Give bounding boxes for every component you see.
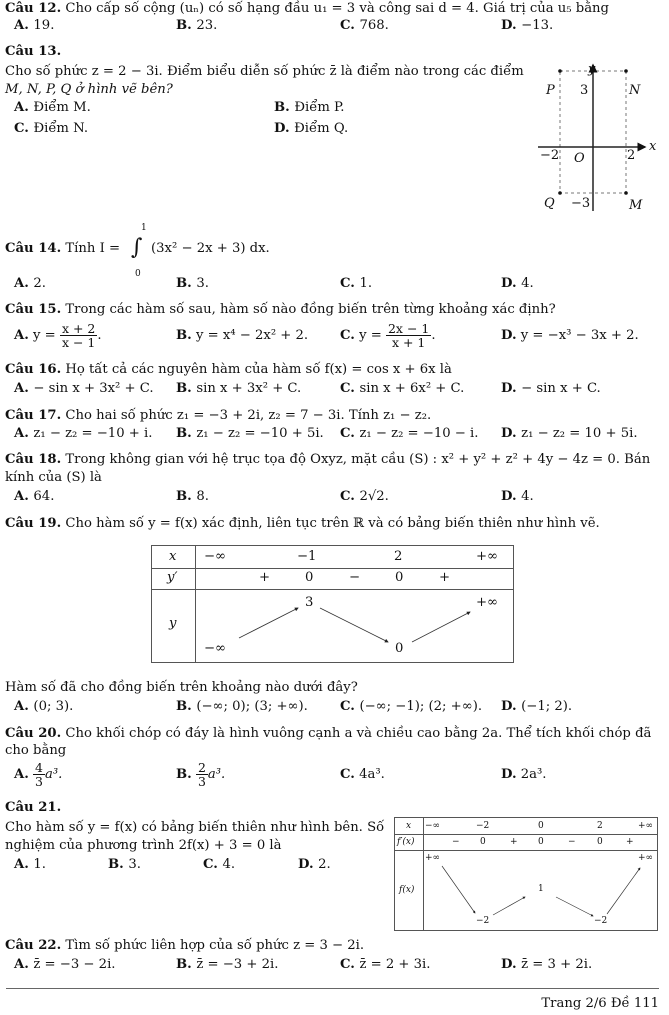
option-d[interactable]: D. −13. [501,18,554,33]
page-footer: Trang 2/6 Đề 111 [541,996,659,1011]
y-value: −∞ [204,641,227,656]
question-label: Câu 16. [5,362,62,377]
y-axis-label: y [588,62,596,77]
question-14 [5,241,120,257]
option-b[interactable]: B. Điểm P. [274,100,345,115]
option-d[interactable]: D. Điểm Q. [274,121,349,136]
question-stem-2: M, N, P, Q ở hình vẽ bên? [5,82,173,97]
option-d[interactable]: D. − sin x + C. [501,381,601,396]
question-stem-2: nghiệm của phương trình 2f(x) + 3 = 0 là [5,838,282,853]
option-b[interactable]: B. z₁ − z₂ = −10 + 5i. [176,426,324,441]
option-d[interactable]: D. 4. [501,489,534,504]
option-b[interactable]: B. 8. [176,489,209,504]
question-18 [5,452,650,468]
question-stem: Cho hai số phức z₁ = −3 + 2i, z₂ = 7 − 3i. Tính z₁ − z₂. [65,408,432,423]
question-stem: Tính I = [65,241,121,256]
option-c[interactable]: C. 2√2. [340,489,389,504]
option-c[interactable]: C. z₁ − z₂ = −10 − i. [340,426,479,441]
option-b[interactable]: B. 3. [176,276,209,291]
option-pre: y = [33,328,56,343]
point-q [558,191,562,195]
option-letter: D. [501,767,517,782]
question-17 [5,408,431,424]
arrow-down [442,866,475,913]
question-stem: Cho cấp số cộng (uₙ) có số hạng đầu u₁ = 3 và công sai d = 4. Giá trị của u₅ bằng [65,1,609,16]
option-c[interactable]: C. (−∞; −1); (2; +∞). [340,699,483,714]
option-letter: D. [501,328,517,343]
option-b[interactable]: B. 3. [108,857,141,872]
option-letter: C. [340,328,355,343]
option-b[interactable] [176,328,308,344]
x-value: 0 [538,821,544,831]
option-a[interactable]: A. 1. [14,857,47,872]
option-a[interactable]: A. z̄ = −3 − 2i. [14,957,116,972]
option-a[interactable]: A. − sin x + 3x² + C. [14,381,154,396]
integrand: (3x² − 2x + 3) dx. [151,241,270,256]
arrow-up [607,868,640,914]
origin-label: O [574,151,585,166]
row-head-x: x [169,549,177,564]
f-value: +∞ [638,853,654,863]
option-b[interactable]: B. sin x + 3x² + C. [176,381,302,396]
question-label: Câu 14. [5,241,62,256]
dy-zero: 0 [395,570,404,585]
y-value: 0 [395,641,404,656]
x-value: +∞ [638,821,654,831]
option-a[interactable]: A. (0; 3). [14,699,74,714]
option-c[interactable]: C. sin x + 6x² + C. [340,381,465,396]
arrow-up [493,897,525,915]
option-text: y = −x³ − 3x + 2. [520,328,639,343]
dy-sign: − [349,570,361,585]
question-stem: Cho hàm số y = f(x) xác định, liên tục trên ℝ và có bảng biến thiên như hình vẽ. [65,516,600,531]
row-head-dy: y′ [167,570,178,585]
question-19 [5,516,600,532]
tick-x-neg: −2 [540,148,560,163]
arrow-down [556,897,593,916]
variation-table-19 [151,545,514,663]
fraction: $\frac{2}{3}$ [197,760,206,789]
label-m: M [629,198,643,213]
option-a[interactable]: A. 19. [14,18,55,33]
option-c[interactable]: C. z̄ = 2 + 3i. [340,957,431,972]
option-d[interactable]: D. (−1; 2). [501,699,573,714]
question-label: Câu 21. [5,800,62,815]
option-d[interactable]: D. 2. [298,857,331,872]
question-stem: Tìm số phức liên hợp của số phức z = 3 − 2i. [65,938,365,953]
arrow-down [320,608,388,642]
option-d[interactable]: D. z̄ = 3 + 2i. [501,957,593,972]
df-zero: 0 [480,837,486,847]
label-n: N [629,83,641,98]
option-b[interactable]: B. 23. [176,18,218,33]
point-n [624,69,628,73]
option-a[interactable]: A. $\frac{4}{3}$ a³. [14,760,63,789]
question-22 [5,938,364,954]
option-letter: A. [14,328,29,343]
row-head-f: f(x) [399,885,415,895]
x-value: −∞ [425,821,441,831]
question-19-ask: Hàm số đã cho đồng biến trên khoảng nào dưới đây? [5,680,358,695]
option-c[interactable]: C. 4. [203,857,236,872]
option-c[interactable]: C. 1. [340,276,373,291]
complex-plane-figure [530,58,669,218]
y-value: +∞ [476,595,499,610]
question-stem: Cho khối chóp có đáy là hình vuông cạnh a và chiều cao bằng 2a. Thể tích khối chóp đã [65,726,652,741]
question-stem: Cho hàm số y = f(x) có bảng biến thiên như hình bên. Số [5,820,385,835]
df-zero: 0 [538,837,544,847]
tick-y-neg: −3 [571,196,591,211]
option-c[interactable]: C. y = $\frac{2x - 1}{x + 1}$ . [340,321,436,350]
arrow-up [239,608,298,638]
df-sign: − [452,837,460,847]
row-head-x: x [406,821,412,831]
option-letter: A. [14,767,29,782]
integral-upper: 1 [141,223,147,233]
option-b[interactable]: B. z̄ = −3 + 2i. [176,957,279,972]
variation-arrows [152,546,513,662]
option-d[interactable]: D. z₁ − z₂ = 10 + 5i. [501,426,638,441]
option-d[interactable] [501,767,547,783]
question-label: Câu 18. [5,452,62,467]
option-c[interactable] [340,767,385,783]
row-head-y: y [169,616,177,631]
option-text: y = x⁴ − 2x² + 2. [195,328,309,343]
footer-divider [6,988,659,989]
question-label: Câu 17. [5,408,62,423]
point-p [558,69,562,73]
x-value: 2 [394,549,403,564]
question-stem: Cho số phức z = 2 − 3i. Điểm biểu diễn số phức z̄ là điểm nào trong các điểm [5,64,524,79]
f-value: −2 [594,916,608,926]
x-value: −1 [297,549,317,564]
fraction: $\frac{2x - 1}{x + 1}$ [387,321,430,350]
option-c[interactable]: C. Điểm N. [14,121,89,136]
f-value: +∞ [425,853,441,863]
option-letter: B. [176,767,192,782]
question-label: Câu 15. [5,302,62,317]
dy-zero: 0 [305,570,314,585]
f-value: −2 [476,916,490,926]
question-stem: Họ tất cả các nguyên hàm của hàm số f(x) = cos x + 6x là [65,362,452,377]
label-p: P [546,83,555,98]
question-label: Câu 20. [5,726,62,741]
option-a[interactable]: A. 2. [14,276,47,291]
question-label: Câu 22. [5,938,62,953]
x-value: −2 [476,821,490,831]
option-letter: B. [176,328,192,343]
integral-lower: 0 [135,269,141,279]
point-m [624,191,628,195]
option-a[interactable]: A. z₁ − z₂ = −10 + i. [14,426,153,441]
variation-table-21 [394,817,658,931]
fraction: $\frac{4}{3}$ [35,760,43,789]
df-zero: 0 [597,837,603,847]
y-value: 3 [305,595,314,610]
option-pre: y = [359,328,382,343]
row-head-df: f′(x) [397,837,415,847]
option-text: 4a³. [359,767,385,782]
variation-arrows [395,818,657,930]
question-label: Câu 13. [5,44,62,59]
question-stem-2: kính của (S) là [5,470,102,485]
x-value: −∞ [204,549,227,564]
label-q: Q [544,196,555,211]
question-20 [5,726,651,742]
dy-sign: + [439,570,451,585]
question-stem-2: cho bằng [5,743,67,758]
arrow-up [412,612,470,642]
question-stem: Trong các hàm số sau, hàm số nào đồng biến trên từng khoảng xác định? [65,302,556,317]
option-b[interactable]: B. (−∞; 0); (3; +∞). [176,699,308,714]
option-a[interactable]: A. 64. [14,489,55,504]
df-sign: + [626,837,634,847]
tick-x-pos: 2 [627,148,636,163]
x-value: +∞ [476,549,499,564]
option-a[interactable]: A. Điểm M. [14,100,91,115]
question-label: Câu 19. [5,516,62,531]
f-value: 1 [538,884,544,894]
option-a[interactable]: A. y = $\frac{x + 2}{x - 1}$ . [14,321,102,350]
x-value: 2 [597,821,603,831]
option-c[interactable]: C. 768. [340,18,389,33]
option-text: 2a³. [520,767,547,782]
df-sign: + [510,837,518,847]
option-letter: C. [340,767,355,782]
fraction: $\frac{x + 2}{x - 1}$ [61,321,96,350]
dy-sign: + [259,570,271,585]
option-d[interactable]: D. 4. [501,276,534,291]
option-b[interactable]: B. $\frac{2}{3}$ a³. [176,760,226,789]
tick-y-pos: 3 [580,83,589,98]
x-axis-label: x [649,139,657,154]
question-label: Câu 12. [5,1,62,16]
question-stem: Trong không gian với hệ trục tọa độ Oxyz, mặt cầu (S) : x² + y² + z² + 4y − 4z = 0. Bán [65,452,651,467]
question-16 [5,362,452,378]
question-12 [5,1,609,17]
question-15 [5,302,556,318]
option-d[interactable] [501,328,639,344]
df-sign: − [568,837,576,847]
integral-sign: ∫ [131,235,143,260]
